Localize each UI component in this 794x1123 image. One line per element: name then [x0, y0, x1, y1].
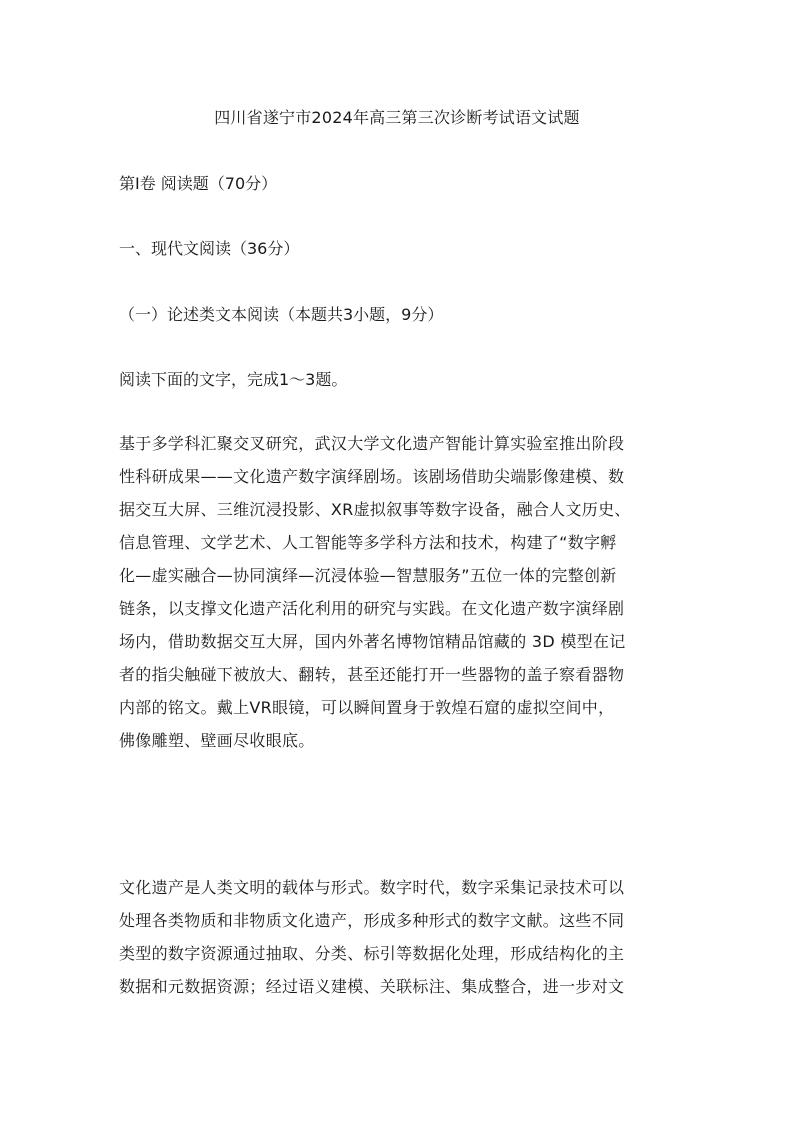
paragraph-line: 化—虚实融合—协同演绎—沉浸体验—智慧服务”五位一体的完整创新 [119, 566, 617, 585]
paragraph-line: 者的指尖触碰下被放大、翻转，甚至还能打开一些器物的盖子察看器物 [119, 665, 625, 684]
section-heading-volume-1: 第Ⅰ卷 阅读题（70分） [119, 174, 278, 193]
paragraph-line: 文化遗产是人类文明的载体与形式。数字时代，数字采集记录技术可以 [119, 878, 625, 897]
paragraph-line: 内部的铭文。戴上VR眼镜，可以瞬间置身于敦煌石窟的虚拟空间中， [119, 698, 615, 717]
reading-instruction: 阅读下面的文字，完成1～3题。 [119, 370, 348, 389]
paragraph-line: 数据和元数据资源；经过语义建模、关联标注、集成整合，进一步对文 [119, 977, 625, 996]
section-heading-argumentative-reading: （一）论述类文本阅读（本题共3小题，9分） [119, 305, 444, 324]
paragraph-line: 类型的数字资源通过抽取、分类、标引等数据化处理，形成结构化的主 [119, 944, 625, 963]
paragraph-line: 链条，以支撑文化遗产活化利用的研究与实践。在文化遗产数字演绎剧 [119, 599, 625, 618]
paragraph-line: 性科研成果——文化遗产数字演绎剧场。该剧场借助尖端影像建模、数 [119, 467, 625, 486]
paragraph-2 [119, 876, 689, 1008]
document-title: 四川省遂宁市2024年高三第三次诊断考试语文试题 [214, 108, 580, 127]
paragraph-line: 据交互大屏、三维沉浸投影、XR虚拟叙事等数字设备，融合人文历史、 [119, 500, 631, 519]
section-heading-modern-reading: 一、现代文阅读（36分） [119, 239, 300, 258]
paragraph-line: 佛像雕塑、壁画尽收眼底。 [119, 731, 315, 750]
paragraph-line: 场内，借助数据交互大屏，国内外著名博物馆精品馆藏的 3D 模型在记 [119, 632, 626, 651]
paragraph-line: 基于多学科汇聚交叉研究，武汉大学文化遗产智能计算实验室推出阶段 [119, 434, 625, 453]
paragraph-line: 信息管理、文学艺术、人工智能等多学科方法和技术，构建了“数字孵 [119, 533, 617, 552]
paragraph-1 [119, 432, 689, 762]
paragraph-line: 处理各类物质和非物质文化遗产，形成多种形式的数字文献。这些不同 [119, 911, 625, 930]
